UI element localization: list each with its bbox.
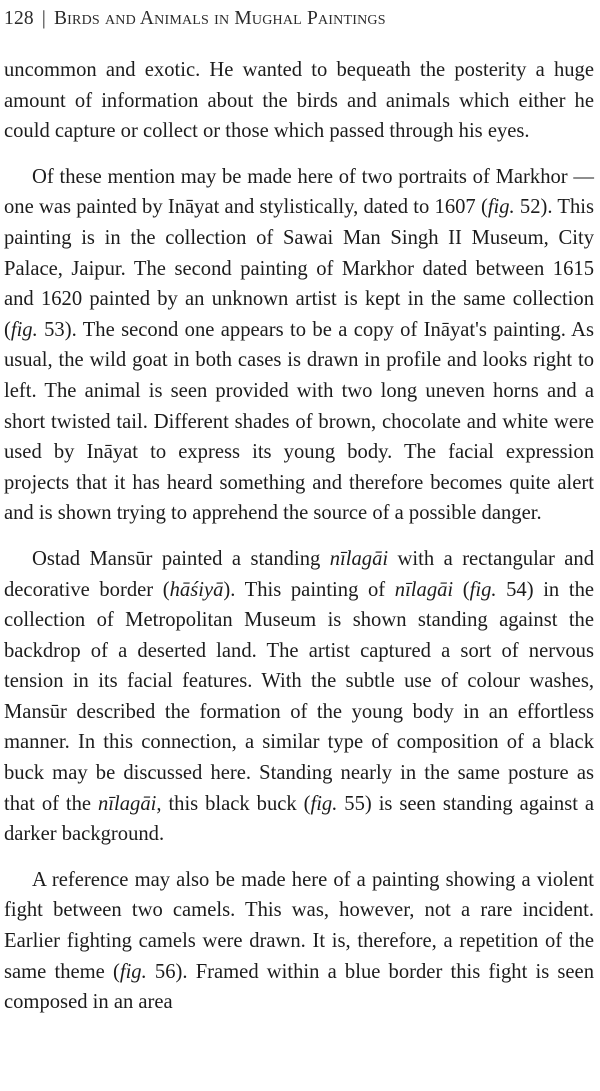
italic-term: nīlagāi: [394, 578, 454, 601]
italic-term: fig.: [487, 196, 515, 219]
italic-term: nīlagāi: [98, 792, 157, 815]
paragraph-2: [4, 162, 594, 529]
text-run: (: [453, 578, 470, 601]
paragraph-3: [4, 544, 594, 850]
italic-term: nīlagāi: [329, 547, 389, 570]
running-title: Birds and Animals in Mughal Paintings: [53, 8, 386, 29]
italic-term: fig.: [119, 960, 147, 983]
page-body: [4, 55, 594, 1018]
text-run: 54) in the collection of Metropolitan Museum is shown standing against the backdrop of a deserted land. The artist captured a sort of nervous tension in its facial features. With the subtle use of colour washes, Mansūr described the formation of the young body in an effortless manner. In this connection, a similar type of composition of a black buck may be discussed here. Standing nearly in the same posture as that of the: [4, 578, 595, 815]
text-run: 52). This painting is in the collection of Sawai Man Singh II Museum, City Palace, Jaipur. The second painting of Markhor dated between 1615 and 1620 painted by an unknown artist is kept in the same collection (: [4, 196, 594, 341]
italic-term: fig.: [310, 792, 338, 815]
text-run: A reference may also be made here of a painting showing a violent fight between two camels. This was, however, not a rare incident. Earlier fighting camels were drawn. It is, therefore, a repetition of the same theme (: [4, 868, 594, 983]
italic-term: fig.: [10, 318, 38, 341]
text-run: ). This painting of: [223, 578, 395, 601]
header-separator: |: [41, 8, 46, 29]
running-header: [4, 0, 594, 38]
text-run: 55) is seen standing against a darker background.: [4, 792, 595, 846]
text-run: Of these mention may be made here of two portraits of Markhor — one was painted by Ināyat and stylistically, dated to 1607 (: [4, 165, 594, 219]
paragraph-4: [4, 865, 594, 1018]
text-run: 56). Framed within a blue border this fight is seen composed in an area: [4, 960, 594, 1014]
text-run: , this black buck (: [156, 792, 311, 815]
italic-term: fig.: [469, 578, 497, 601]
page-number: 128: [4, 8, 34, 29]
italic-term: hāśiyā: [169, 578, 224, 601]
text-run: 53). The second one appears to be a copy of Ināyat's painting. As usual, the wild goat in both cases is drawn in profile and looks right to left. The animal is seen provided with two long uneven horns and a short twisted tail. Different shades of brown, chocolate and white were used by Ināyat to express its young body. The facial expression projects that it has heard something and therefore becomes quite alert and is shown trying to apprehend the source of a possible danger.: [4, 318, 594, 525]
text-run: with a rectangular and decorative border (: [4, 547, 594, 601]
paragraph-1: [4, 55, 594, 147]
text-run: uncommon and exotic. He wanted to bequeath the posterity a huge amount of information about the birds and animals which either he could capture or collect or those which passed through his eyes.: [4, 59, 594, 143]
text-run: Ostad Mansūr painted a standing: [32, 547, 330, 570]
